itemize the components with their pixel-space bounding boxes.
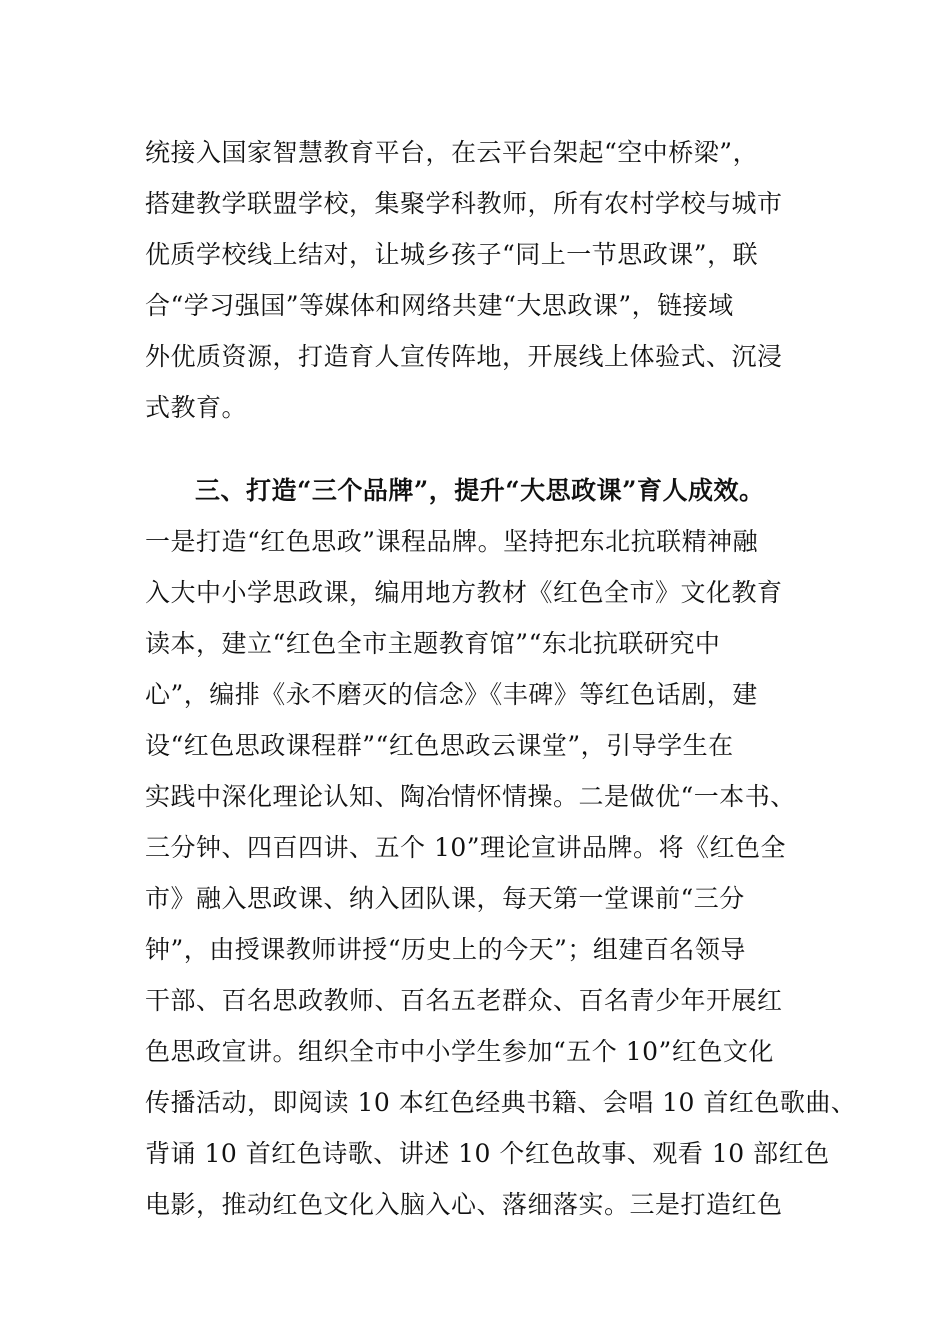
text-line: 设“红色思政课程群”“红色思政云课堂”，引导学生在 [145, 731, 734, 760]
text-line: 钟”，由授课教师讲授“历史上的今天”；组建百名领导 [145, 935, 746, 964]
text-line: 市》融入思政课、纳入团队课，每天第一堂课前“三分 [145, 884, 745, 913]
text-line: 式教育。 [145, 393, 248, 422]
paragraph-2 [145, 465, 865, 1230]
text-line: 搭建教学联盟学校，集聚学科教师，所有农村学校与城市 [145, 189, 783, 218]
paragraph-1 [145, 127, 865, 433]
text-line: 心”，编排《永不磨灭的信念》《丰碑》等红色话剧，建 [145, 680, 758, 709]
text-line: 一是打造“红色思政”课程品牌。坚持把东北抗联精神融 [145, 527, 759, 556]
text-line: 实践中深化理论认知、陶冶情怀情操。二是做优“一本书、 [145, 782, 796, 811]
text-line: 色思政宣讲。组织全市中小学生参加“五个 10”红色文化 [145, 1037, 774, 1066]
text-line: 统接入国家智慧教育平台，在云平台架起“空中桥梁”， [145, 138, 759, 167]
text-line: 合“学习强国”等媒体和网络共建“大思政课”，链接域 [145, 291, 734, 320]
text-line: 背诵 10 首红色诗歌、讲述 10 个红色故事、观看 10 部红色 [145, 1139, 830, 1168]
text-line: 读本，建立“红色全市主题教育馆”“东北抗联研究中 [145, 629, 721, 658]
text-line: 电影，推动红色文化入脑入心、落细落实。三是打造红色 [145, 1190, 783, 1219]
text-line: 传播活动，即阅读 10 本红色经典书籍、会唱 10 首红色歌曲、 [145, 1088, 857, 1117]
text-line: 三分钟、四百四讲、五个 10”理论宣讲品牌。将《红色全 [145, 833, 787, 862]
text-line: 优质学校线上结对，让城乡孩子“同上一节思政课”，联 [145, 240, 759, 269]
text-line: 干部、百名思政教师、百名五老群众、百名青少年开展红 [145, 986, 783, 1015]
section-heading: 三、打造“三个品牌”，提升“大思政课”育人成效。 [195, 476, 765, 505]
text-line: 入大中小学思政课，编用地方教材《红色全市》文化教育 [145, 578, 783, 607]
text-line: 外优质资源，打造育人宣传阵地，开展线上体验式、沉浸 [145, 342, 783, 371]
